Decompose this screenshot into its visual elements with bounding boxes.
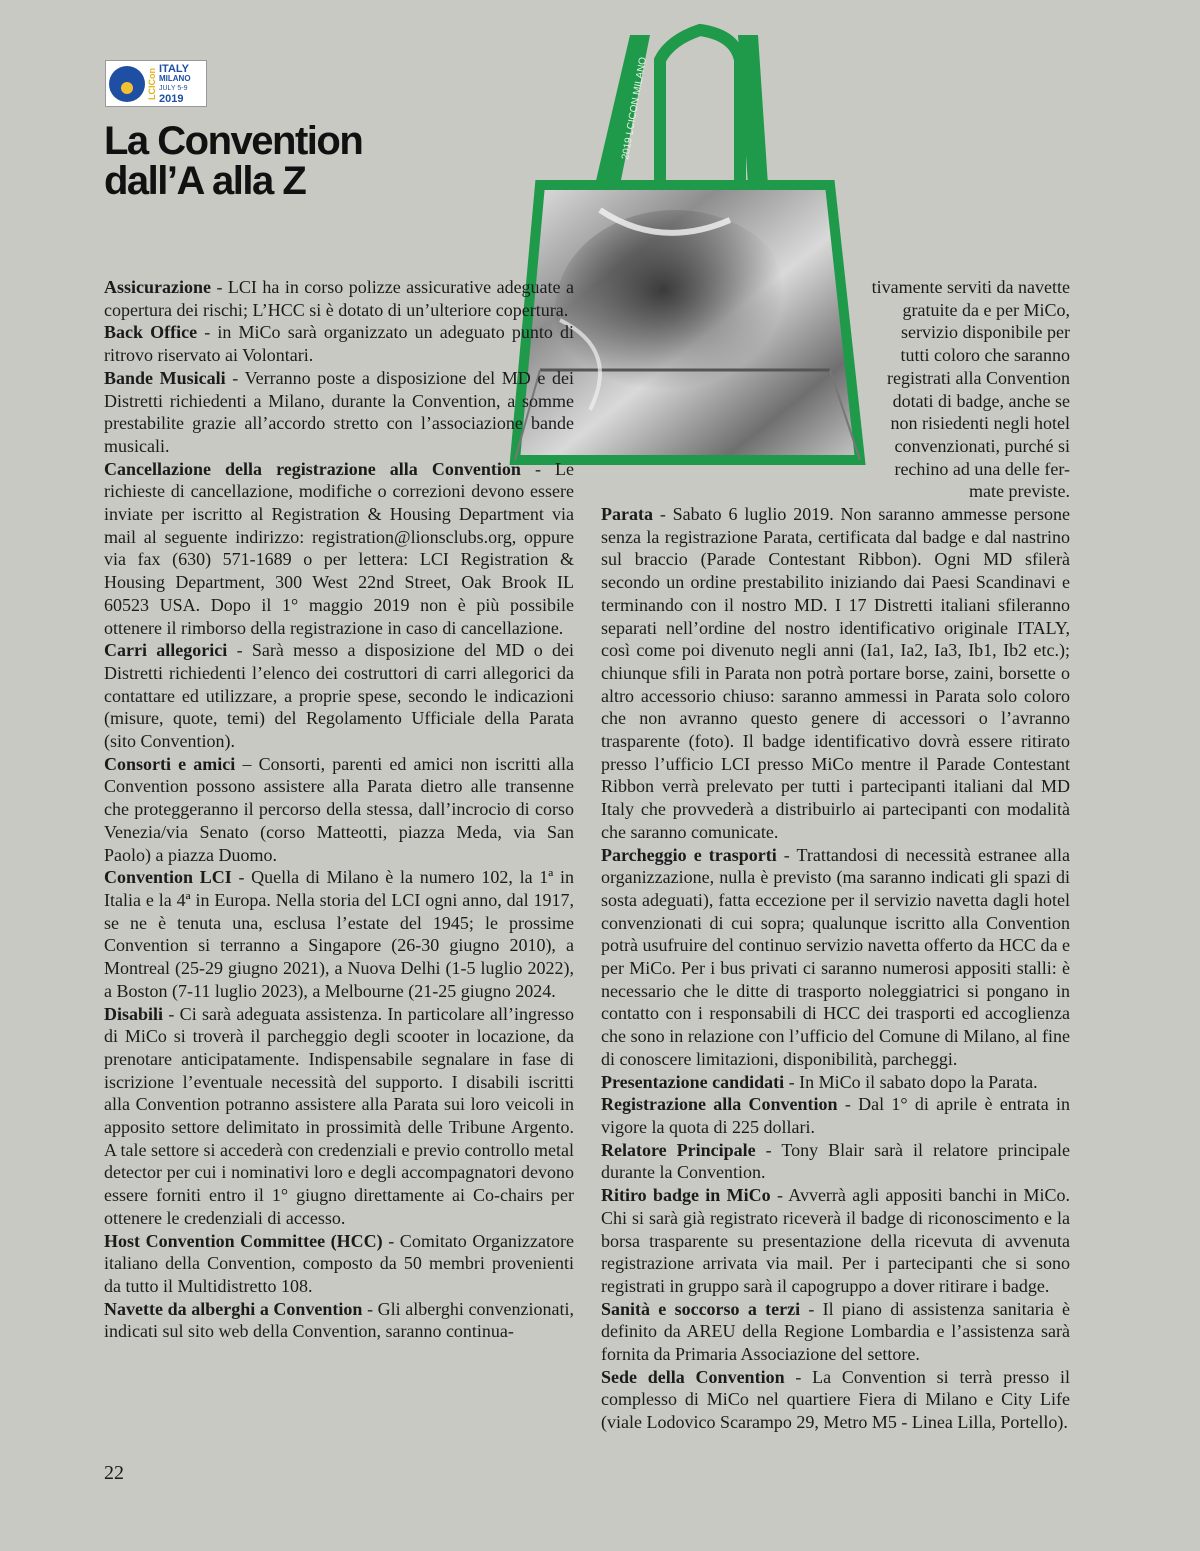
glossary-entry [601,503,1070,844]
logo-line-4: 2019 [159,92,184,105]
entry-term: Sanità e soccorso a terzi [601,1298,801,1319]
glossary-entry [601,1071,1070,1094]
entry-text: - Sarà messo a disposizione del MD o dei Distretti richiedenti l’elenco dei costruttori di carri allegorici da contattare ed utilizzare, a proprie spese, secondo le indicazioni (misure, quote, temi) del Regolamento Ufficiale della Parata (sito Convention). [104,640,574,752]
continued-line: non risiedenti negli hotel [890,413,1070,434]
glossary-entry [104,1298,574,1343]
entry-text: - Ci sarà adeguata assistenza. In particolare all’ingresso di MiCo si troverà il parcheggio degli scooter in locazione, da prenotare anticipatamente. Indispensabile segnalare in fase di iscrizione l’eventuale necessità del supporto. I disabili iscritti alla Convention potranno assistere alla Parata sui loro veicoli in apposito settore delimitato in prossimità delle Tribune Argento. A tale settore si accederà con credenziali e previo controllo metal detector per cui i nominativi loro e degli accompagnatori devono essere forniti entro il 1° giugno direttamente ai Co-chairs per ottenere le credenziali di accesso. [104,1003,574,1228]
page-number: 22 [104,1462,124,1484]
glossary-entry [104,866,574,1002]
entry-text: - In MiCo il sabato dopo la Parata. [784,1071,1038,1092]
continued-line: rechino ad una delle fer- [894,458,1070,479]
entry-term: Navette da alberghi a Convention [104,1298,363,1319]
entry-term: Cancellazione della registrazione alla Convention [104,458,521,479]
entry-term: Host Convention Committee (HCC) [104,1230,383,1251]
continued-line: servizio disponibile per [901,322,1070,343]
entry-text: - La Convention si terrà presso il complesso di MiCo nel quartiere Fiera di Milano e City Life (viale Lodovico Scarampo 29, Metro M5 - Linea Lilla, Portello). [601,1366,1070,1433]
glossary-entry [104,367,574,458]
entry-text: - Avverrà agli appositi banchi in MiCo. Chi si sarà già registrato riceverà il badge di riconoscimento e la borsa trasparente su presentazione della ricevuta di avvenuta registrazione arrivata via mail. Per i partecipanti che si sono registrati in gruppo sarà il capogruppo a dover ritirare i badge. [601,1185,1070,1296]
title-line-2: dall’A alla Z [104,159,306,203]
glossary-entry [104,753,574,867]
continued-line: tutti coloro che saranno [900,345,1070,366]
glossary-entry [601,1093,1070,1138]
glossary-entry [601,844,1070,1071]
glossary-entry [104,1230,574,1298]
continued-line: dotati di badge, anche se [892,390,1070,411]
entry-text: - Le richieste di cancellazione, modifiche o correzioni devono essere inviate per iscritto al Registration & Housing Department via mail al seguente indirizzo: registration@lionsclubs.org, oppure via fax (630) 571-1689 o per lettera: LCI Registration & Housing Department, 300 West 22nd Street, Oak Brook IL 60523 USA. Dopo il 1° maggio 2019 non è più possibile ottenere il rimborso della registrazione in caso di cancellazione. [104,458,574,638]
entry-text: - Dal 1° di aprile è entrata in vigore la quota di 225 dollari. [601,1094,1070,1137]
entry-term: Assicurazione [104,277,211,297]
glossary-entry [601,1366,1070,1434]
entry-term: Parata [601,504,653,524]
title-line-1: La Convention [104,119,363,163]
entry-term: Back Office [104,322,198,343]
glossary-entry [601,1184,1070,1298]
entry-text: - in MiCo sarà organizzato un adeguato punto di ritrovo riservato ai Volontari. [104,322,574,366]
entry-term: Carri allegorici [104,640,228,661]
continued-line: convenzionati, purché si [894,435,1070,456]
entry-term: Sede della Convention [601,1366,785,1387]
lions-emblem-icon [109,66,145,102]
logo-line-3: JULY 5-9 [159,84,188,92]
entry-text: - Comitato Organizzatore italiano della Convention, composto da 50 membri provenienti da tutto il Multidistretto 108. [104,1230,574,1296]
entry-text: - Trattandosi di necessità estranee alla organizzazione, nulla è previsto (ma saranno indicati gli spazi di sosta adeguati), fatta eccezione per il servizio navetta dagli hotel convenzionati di cui sopra; qualunque iscritto alla Convention potrà usufruire del continuo servizio navetta offerto da HCC da e per MiCo. Per i bus privati ci saranno numerosi appositi stalli: è necessario che le ditte di trasporto noleggiatrici si pongano in contatto con i responsabili di HCC dei trasporti ed accoglienza che sono in relazione con l’ufficio del Comune di Milano, al fine di conoscere limitazioni, disponibilità, parcheggi. [601,844,1071,1069]
entry-term: Convention LCI [104,867,232,888]
entry-text: - Gli alberghi convenzionati, indicati sul sito web della Convention, saranno continua- [104,1298,575,1342]
logo-line-1: ITALY [159,62,189,75]
entry-text: – Consorti, parenti ed amici non iscritti alla Convention possono assistere alla Parata dietro alle transenne che proteggeranno il percorso della stessa, dall’incrocio di corso Venezia/via Senato (corso Matteotti, piazza Meda, via San Paolo) a piazza Duomo. [104,753,574,865]
left-text-column [104,276,574,1343]
glossary-entry [601,1139,1070,1184]
entry-text: - Il piano di assistenza sanitaria è definito da AREU della Regione Lombardia e l’assistenza sarà fornita da Primaria Associazione del settore. [601,1298,1070,1365]
continued-line: tivamente serviti da navette [871,277,1070,297]
entry-text: - Quella di Milano è la numero 102, la 1ª in Italia e la 4ª in Europa. Nella storia del LCI ogni anno, dal 1917, se ne è tenuta una, esclusa l’estate del 1945; le prossime Convention si terranno a Singapore (26-30 giugno 2010), a Montreal (25-29 giugno 2021), a Nuova Delhi (1-5 luglio 2022), a Boston (7-11 luglio 2023), a Melbourne (21-25 giugno 2024. [104,867,574,1001]
logo-line-2: MILANO [159,73,191,83]
entry-text: - Tony Blair sarà il relatore principale durante la Convention. [601,1139,1070,1183]
glossary-entry [104,458,574,640]
entry-term: Relatore Principale [601,1139,756,1160]
glossary-entry [104,276,574,321]
convention-logo [105,60,207,107]
entry-term: Bande Musicali [104,367,226,388]
entry-term: Consorti e amici [104,753,236,774]
entry-term: Parcheggio e trasporti [601,844,777,865]
glossary-entry [104,639,574,753]
entry-term: Ritiro badge in MiCo [601,1185,771,1206]
page-title [104,121,362,201]
right-text-column [601,503,1070,1434]
logo-text [159,64,191,104]
glossary-entry [601,1298,1070,1366]
bag-handle-text: 2019 LCICON MILANO [620,56,650,161]
glossary-entry [104,321,574,366]
entry-term: Registrazione alla Convention [601,1094,838,1115]
entry-text: - LCI ha in corso polizze assicurative adeguate a copertura dei rischi; L’HCC si è dotato di un’ulteriore copertura. [104,277,574,320]
entry-term: Disabili [104,1003,164,1024]
entry-text: - Verranno poste a disposizione del MD e dei Distretti richiedenti a Milano, durante la Convention, a somme prestabilite grazie all’accordo stretto con l’associazione bande musicali. [104,367,574,456]
continued-line: mate previste. [969,481,1070,502]
entry-text: - Sabato 6 luglio 2019. Non saranno ammesse persone senza la registrazione Parata, certificata dal badge e dal nastrino sul braccio (Parade Contestant Ribbon). Ogni MD sfilerà secondo un ordine prestabilito iniziando dai Paesi Scandinavi e terminando con il nostro MD. I 17 Distretti italiani sfileranno separati nell’ordine del nostro identificativo originale ITALY, così come poi divenuto negli anni (Ia1, Ia2, Ia3, Ib1, Ib2 etc.); chiunque sfili in Parata non potrà portare borse, zaini, borsette o altro accessorio chiuso: saranno ammessi in Parata solo coloro che non avranno questo genere di accessori o l’avranno trasparente (foto). Il badge identificativo dovrà essere ritirato presso l’ufficio LCI presso MiCo mentre il Parade Contestant Ribbon verrà prelevato per tutti i partecipanti italiani dal MD Italy che provvederà a distribuirlo ai partecipanti con modalità che saranno comunicate. [601,504,1070,842]
entry-term: Presentazione candidati [601,1071,785,1092]
glossary-entry [104,1003,574,1230]
logo-tag: LCICon [147,67,157,100]
continued-line: registrati alla Convention [887,367,1070,388]
continued-line: gratuite da e per MiCo, [902,299,1070,320]
continued-text-beside-photo [850,276,1070,503]
